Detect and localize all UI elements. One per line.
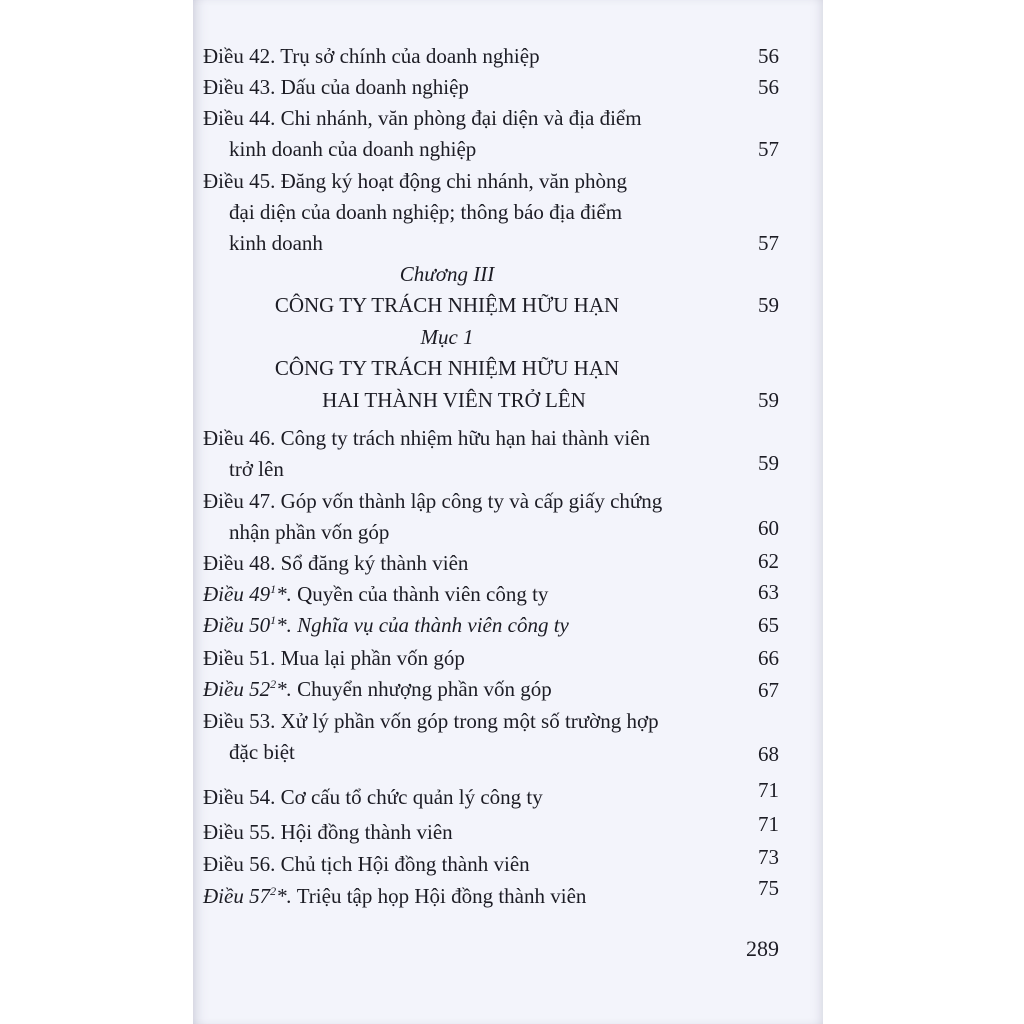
toc-entry-43 bbox=[203, 75, 469, 100]
entry-label: Điều 48. bbox=[203, 551, 276, 575]
entry-title: Góp vốn thành lập công ty và cấp giấy chứng bbox=[280, 489, 663, 513]
toc-entry-48 bbox=[203, 551, 468, 576]
entry-page: 71 bbox=[758, 812, 779, 836]
entry-page: 67 bbox=[758, 678, 779, 702]
toc-entry-49 bbox=[203, 582, 548, 607]
entry-title: Dấu của doanh nghiệp bbox=[280, 75, 469, 99]
entry-label: Điều 56. bbox=[203, 852, 276, 876]
toc-entry-46 bbox=[203, 426, 650, 451]
toc-entry-56 bbox=[203, 852, 530, 877]
entry-label: Điều 55. bbox=[203, 820, 276, 844]
toc-entry-47 bbox=[203, 489, 662, 514]
toc-entry-42 bbox=[203, 44, 540, 69]
toc-entry-54 bbox=[203, 785, 543, 810]
toc-entry-55 bbox=[203, 820, 453, 845]
entry-label: Điều 43. bbox=[203, 75, 276, 99]
entry-page: 56 bbox=[758, 75, 779, 99]
entry-continuation: đại diện của doanh nghiệp; thông báo địa điểm bbox=[229, 200, 623, 224]
toc-entry-44 bbox=[203, 106, 642, 131]
entry-title: Triệu tập họp Hội đồng thành viên bbox=[296, 884, 587, 908]
entry-page: 66 bbox=[758, 646, 779, 670]
toc-entry-53 bbox=[203, 709, 659, 734]
entry-title: Mua lại phần vốn góp bbox=[280, 646, 465, 670]
entry-page: 57 bbox=[758, 231, 779, 255]
entry-label: Điều 47. bbox=[203, 489, 276, 513]
toc-entry-45 bbox=[203, 169, 627, 194]
entry-page: 56 bbox=[758, 44, 779, 68]
entry-label: Điều 46. bbox=[203, 426, 276, 450]
chapter-title: CÔNG TY TRÁCH NHIỆM HỮU HẠN bbox=[274, 293, 620, 317]
entry-title: Xử lý phần vốn góp trong một số trường hợp bbox=[280, 709, 659, 733]
entry-continuation: đặc biệt bbox=[229, 740, 295, 764]
page-number: 289 bbox=[746, 936, 779, 961]
entry-page: 71 bbox=[758, 778, 779, 802]
entry-label: Điều $57^2*$. bbox=[203, 884, 292, 908]
toc-entry-57 bbox=[203, 884, 586, 909]
entry-label: Điều $52^2*$. bbox=[203, 677, 292, 701]
entry-title: Công ty trách nhiệm hữu hạn hai thành viên bbox=[280, 426, 651, 450]
entry-title: Nghĩa vụ của thành viên công ty bbox=[297, 613, 569, 637]
entry-title: Trụ sở chính của doanh nghiệp bbox=[280, 44, 540, 68]
toc-entry-51 bbox=[203, 646, 465, 671]
section-label: Mục 1 bbox=[420, 325, 474, 349]
chapter-label: Chương III bbox=[399, 262, 495, 286]
chapter-page: 59 bbox=[758, 293, 779, 317]
entry-page: 75 bbox=[758, 876, 779, 900]
entry-title: Chủ tịch Hội đồng thành viên bbox=[280, 852, 530, 876]
entry-page: 57 bbox=[758, 137, 779, 161]
entry-continuation: kinh doanh của doanh nghiệp bbox=[229, 137, 477, 161]
entry-page: 62 bbox=[758, 549, 779, 573]
toc-entry-52 bbox=[203, 677, 552, 702]
entry-continuation: kinh doanh bbox=[229, 231, 323, 255]
entry-page: 68 bbox=[758, 742, 779, 766]
section-title-line1: CÔNG TY TRÁCH NHIỆM HỮU HẠN bbox=[274, 356, 620, 380]
entry-page: 59 bbox=[758, 451, 779, 475]
entry-page: 60 bbox=[758, 516, 779, 540]
entry-label: Điều 51. bbox=[203, 646, 276, 670]
entry-continuation: trở lên bbox=[229, 457, 284, 481]
section-title-line2: HAI THÀNH VIÊN TRỞ LÊN bbox=[322, 388, 586, 412]
entry-title: Chuyển nhượng phần vốn góp bbox=[297, 677, 552, 701]
entry-title: Sổ đăng ký thành viên bbox=[280, 551, 469, 575]
entry-continuation: nhận phần vốn góp bbox=[229, 520, 390, 544]
entry-page: 73 bbox=[758, 845, 779, 869]
entry-page: 63 bbox=[758, 580, 779, 604]
entry-title: Hội đồng thành viên bbox=[280, 820, 453, 844]
section-page: 59 bbox=[758, 388, 779, 412]
toc-entry-50 bbox=[203, 613, 569, 638]
entry-label: Điều 45. bbox=[203, 169, 276, 193]
entry-label: Điều 44. bbox=[203, 106, 276, 130]
entry-label: Điều 42. bbox=[203, 44, 276, 68]
entry-title: Đăng ký hoạt động chi nhánh, văn phòng bbox=[280, 169, 628, 193]
entry-title: Chi nhánh, văn phòng đại diện và địa điểm bbox=[280, 106, 642, 130]
entry-label: Điều $49^1*$. bbox=[203, 582, 292, 606]
entry-page: 65 bbox=[758, 613, 779, 637]
entry-label: Điều 54. bbox=[203, 785, 276, 809]
entry-title: Quyền của thành viên công ty bbox=[297, 582, 549, 606]
entry-title: Cơ cấu tổ chức quản lý công ty bbox=[280, 785, 543, 809]
entry-label: Điều 53. bbox=[203, 709, 276, 733]
entry-label: Điều $50^1*$. bbox=[203, 613, 292, 637]
